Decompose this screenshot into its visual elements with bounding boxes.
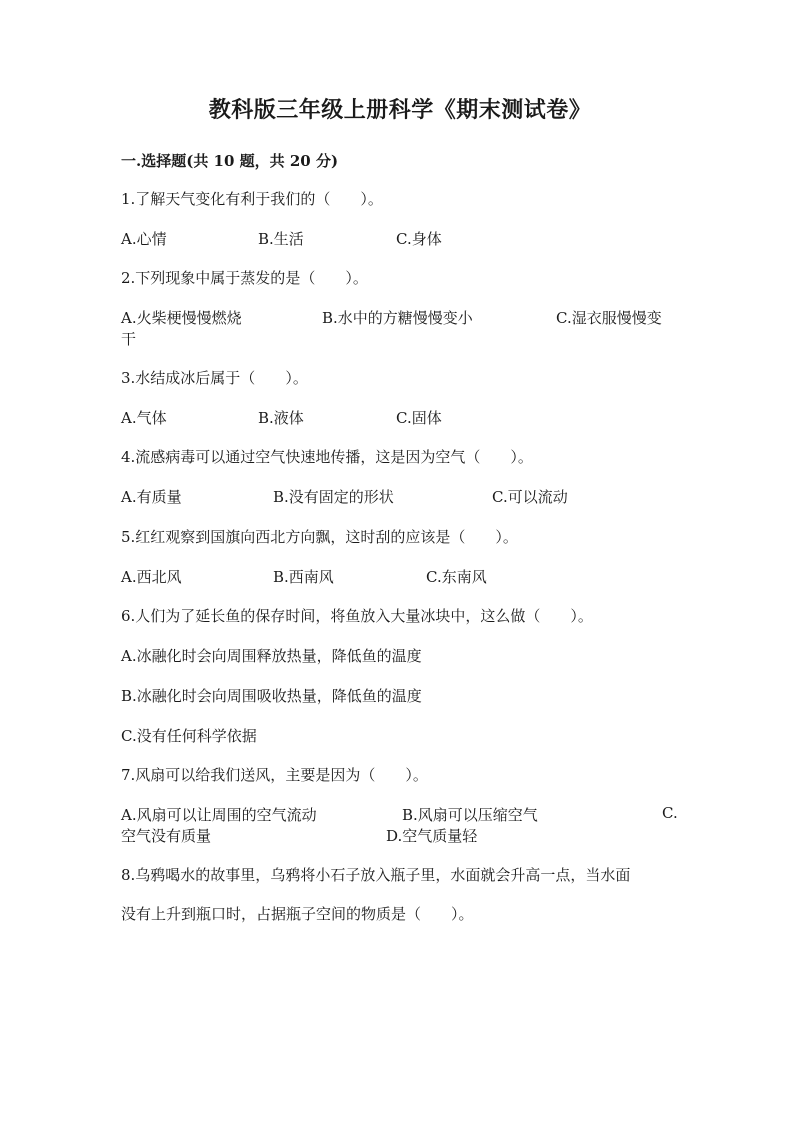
q3-option-a: A.气体 [121, 409, 167, 427]
q3-option-b: B.液体 [258, 409, 304, 427]
question-4-stem: 4.流感病毒可以通过空气快速地传播，这是因为空气（ ）。 [121, 448, 533, 466]
q2-option-c-wrap: 干 [121, 330, 137, 348]
question-2-stem: 2.下列现象中属于蒸发的是（ ）。 [121, 269, 368, 287]
q1-option-b: B.生活 [258, 230, 304, 248]
q4-option-a: A.有质量 [121, 488, 182, 506]
question-8-stem-continued: 没有上升到瓶口时，占据瓶子空间的物质是（ ）。 [121, 905, 474, 923]
q4-option-c: C.可以流动 [492, 488, 568, 506]
q5-option-c: C.东南风 [426, 568, 487, 586]
question-5-stem: 5.红红观察到国旗向西北方向飘，这时刮的应该是（ ）。 [121, 528, 518, 546]
q6-option-a: A.冰融化时会向周围释放热量，降低鱼的温度 [121, 647, 422, 665]
question-8-stem: 8.乌鸦喝水的故事里，乌鸦将小石子放入瓶子里，水面就会升高一点，当水面 [121, 866, 631, 884]
question-3-stem: 3.水结成冰后属于（ ）。 [121, 369, 308, 387]
q3-option-c: C.固体 [396, 409, 442, 427]
question-1-stem: 1.了解天气变化有利于我们的（ ）。 [121, 190, 383, 208]
exam-title: 教科版三年级上册科学《期末测试卷》 [208, 97, 592, 123]
question-7-stem: 7.风扇可以给我们送风，主要是因为（ ）。 [121, 766, 428, 784]
q6-option-c: C.没有任何科学依据 [121, 727, 257, 745]
section-heading: 一.选择题(共 10 题，共 20 分) [121, 152, 339, 170]
q5-option-a: A.西北风 [121, 568, 182, 586]
q7-option-d: D.空气质量轻 [386, 827, 478, 845]
q1-option-a: A.心情 [121, 230, 167, 248]
q6-option-b: B.冰融化时会向周围吸收热量，降低鱼的温度 [121, 687, 422, 705]
q2-option-c: C.湿衣服慢慢变 [556, 309, 662, 327]
question-6-stem: 6.人们为了延长鱼的保存时间，将鱼放入大量冰块中，这么做（ ）。 [121, 607, 593, 625]
q2-option-a: A.火柴梗慢慢燃烧 [121, 309, 242, 327]
q4-option-b: B.没有固定的形状 [273, 488, 394, 506]
q7-option-a: A.风扇可以让周围的空气流动 [121, 806, 317, 824]
q7-option-c: C. [662, 804, 678, 822]
q7-option-b: B.风扇可以压缩空气 [402, 806, 538, 824]
q1-option-c: C.身体 [396, 230, 442, 248]
q7-option-c-wrap: 空气没有质量 [121, 827, 212, 845]
q2-option-b: B.水中的方糖慢慢变小 [322, 309, 473, 327]
q5-option-b: B.西南风 [273, 568, 334, 586]
